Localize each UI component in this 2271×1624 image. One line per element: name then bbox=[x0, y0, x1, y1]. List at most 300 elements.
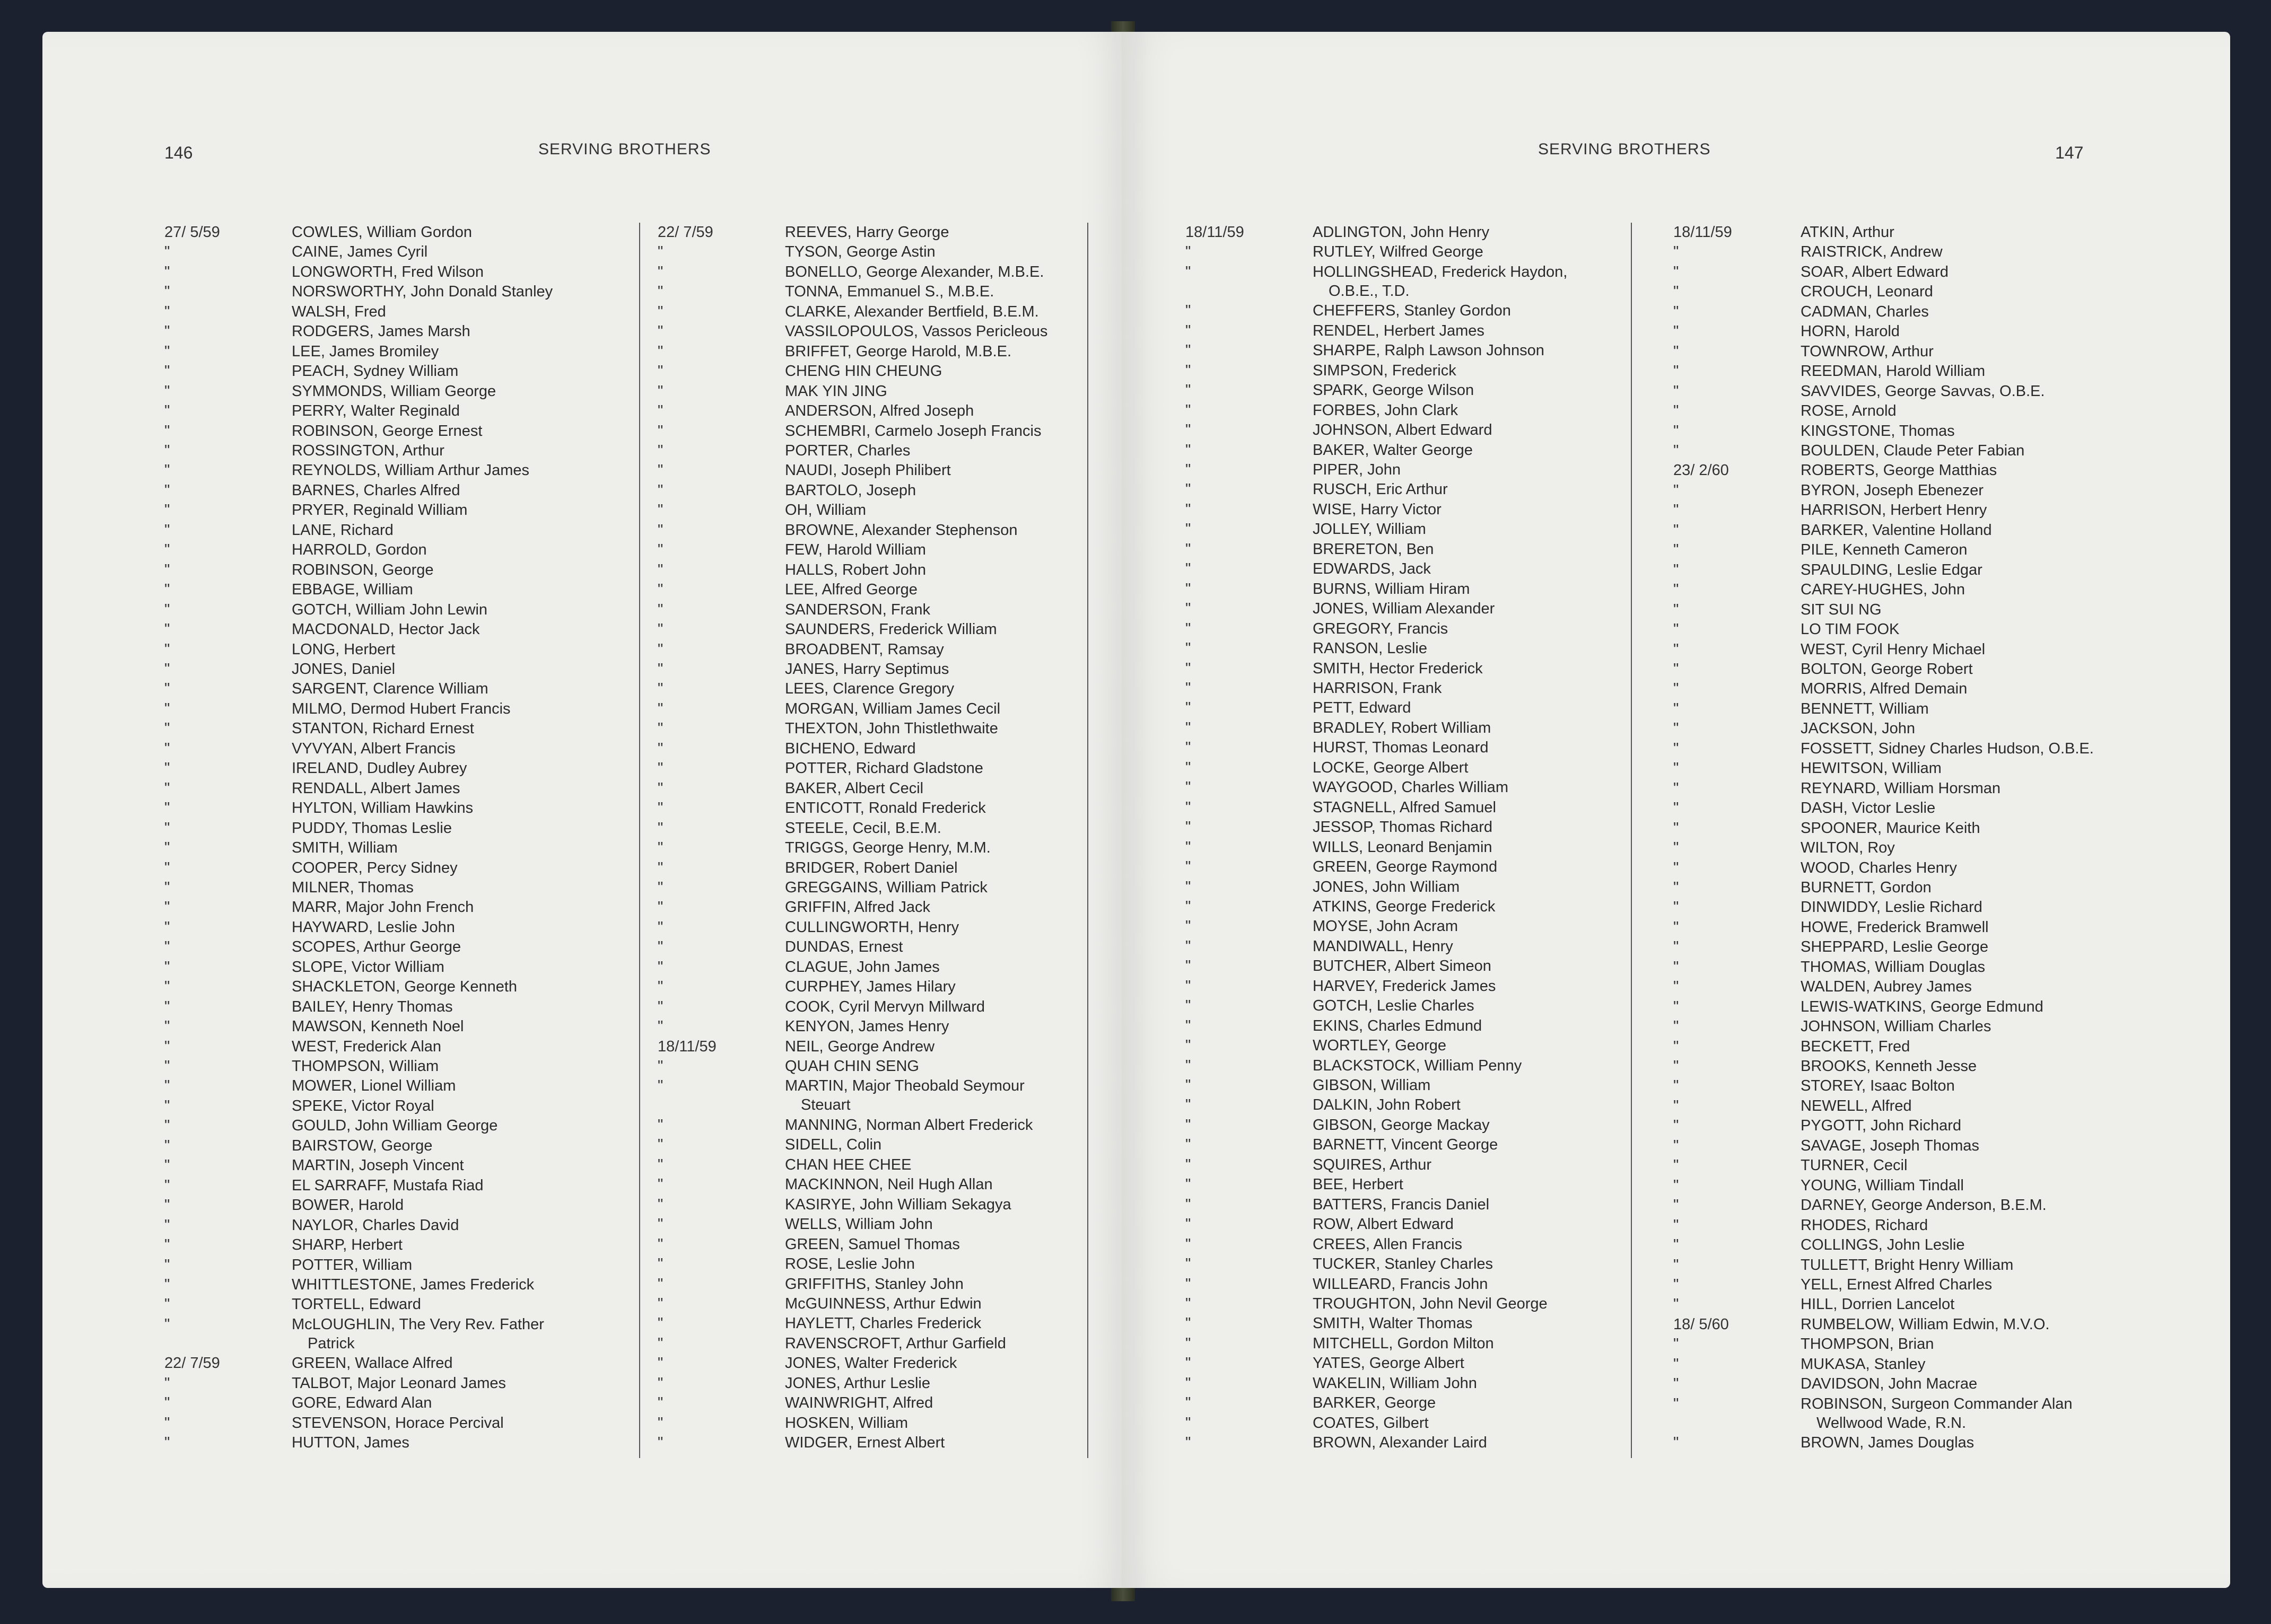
entry-date: " bbox=[1673, 1038, 1679, 1055]
list-item bbox=[1673, 560, 2225, 580]
list-item bbox=[658, 937, 1124, 956]
entry-name: BROOKS, Kenneth Jesse bbox=[1801, 1058, 1977, 1075]
list-item bbox=[658, 1393, 1124, 1412]
column-divider bbox=[1631, 223, 1632, 1458]
entry-name: BARTOLO, Joseph bbox=[785, 481, 916, 499]
list-item bbox=[164, 1414, 652, 1433]
entry-name: TRIGGS, George Henry, M.M. bbox=[785, 839, 991, 857]
list-item bbox=[1673, 540, 2225, 559]
list-item bbox=[164, 282, 652, 301]
list-item bbox=[1673, 1196, 2225, 1215]
entry-date: " bbox=[658, 760, 663, 777]
list-item bbox=[658, 838, 1124, 857]
entry-date: " bbox=[658, 779, 663, 797]
entry-date: " bbox=[1185, 1116, 1191, 1134]
list-item bbox=[164, 977, 652, 996]
list-item bbox=[1185, 1076, 1663, 1095]
list-item bbox=[1673, 1076, 2225, 1095]
entry-date: " bbox=[658, 502, 663, 519]
list-item bbox=[1673, 1037, 2225, 1056]
entry-name: MARTIN, Joseph Vincent bbox=[292, 1157, 464, 1174]
entry-date: " bbox=[1673, 581, 1679, 599]
entry-date: " bbox=[1185, 699, 1191, 717]
entry-date: " bbox=[1185, 858, 1191, 876]
entry-date: " bbox=[1185, 719, 1191, 736]
entry-date: " bbox=[1185, 1256, 1191, 1273]
entry-name: POTTER, William bbox=[292, 1256, 413, 1274]
entry-name: GOTCH, William John Lewin bbox=[292, 601, 488, 618]
page-number: 146 bbox=[164, 143, 193, 162]
list-item bbox=[164, 958, 652, 977]
entry-date: " bbox=[164, 1117, 170, 1135]
entry-name: SIT SUI NG bbox=[1801, 601, 1882, 618]
entry-name: SIDELL, Colin bbox=[785, 1136, 882, 1154]
entry-name: MAWSON, Kenneth Noel bbox=[292, 1018, 464, 1035]
entry-date: " bbox=[1673, 899, 1679, 916]
entry-date: " bbox=[1673, 859, 1679, 876]
entry-name: STEVENSON, Horace Percival bbox=[292, 1414, 504, 1432]
column-divider bbox=[639, 223, 640, 1458]
list-item bbox=[1185, 1235, 1663, 1254]
list-item bbox=[164, 521, 652, 540]
entry-name: ROBERTS, George Matthias bbox=[1801, 462, 1997, 479]
entry-name-continuation: Steuart bbox=[801, 1096, 851, 1114]
entry-date: " bbox=[1673, 1256, 1679, 1274]
entry-date: " bbox=[1673, 1137, 1679, 1154]
entry-date: " bbox=[1673, 1157, 1679, 1174]
entry-name: REYNARD, William Horsman bbox=[1801, 779, 2001, 797]
entry-name: THEXTON, John Thistlethwaite bbox=[785, 720, 998, 738]
entry-date: " bbox=[164, 442, 170, 459]
list-item bbox=[164, 937, 652, 956]
list-item bbox=[1673, 858, 2225, 877]
list-item bbox=[164, 640, 652, 659]
list-item bbox=[164, 362, 652, 381]
list-item bbox=[1185, 1095, 1663, 1114]
list-item bbox=[1185, 1374, 1663, 1393]
entry-name: RHODES, Richard bbox=[1801, 1216, 1928, 1234]
entry-date: " bbox=[1185, 1216, 1191, 1233]
list-item bbox=[1673, 1355, 2225, 1374]
list-item bbox=[658, 600, 1124, 619]
entry-date: " bbox=[1673, 1336, 1679, 1353]
entry-date: " bbox=[658, 839, 663, 857]
list-item bbox=[1673, 1156, 2225, 1175]
list-item bbox=[1185, 1314, 1663, 1333]
entry-name: STANTON, Richard Ernest bbox=[292, 720, 474, 738]
entry-name: CHEFFERS, Stanley Gordon bbox=[1313, 302, 1511, 320]
entry-date: " bbox=[1673, 541, 1679, 559]
entry-name: WHITTLESTONE, James Frederick bbox=[292, 1276, 535, 1294]
list-item bbox=[164, 1176, 652, 1195]
names-column-2 bbox=[658, 223, 1124, 1453]
entry-date: 18/ 5/60 bbox=[1673, 1315, 1729, 1333]
entry-name: TURNER, Cecil bbox=[1801, 1157, 1908, 1174]
entry-name: LOCKE, George Albert bbox=[1313, 759, 1469, 776]
entry-date: " bbox=[164, 660, 170, 678]
list-item bbox=[1185, 1195, 1663, 1214]
entry-name: CREES, Allen Francis bbox=[1313, 1235, 1463, 1253]
entry-name: BURNS, William Hiram bbox=[1313, 580, 1470, 598]
list-item bbox=[1673, 1256, 2225, 1275]
entry-date: " bbox=[1673, 1058, 1679, 1075]
entry-date: " bbox=[1673, 978, 1679, 996]
entry-name: KENYON, James Henry bbox=[785, 1018, 949, 1035]
entry-name: WORTLEY, George bbox=[1313, 1037, 1446, 1055]
entry-date: " bbox=[164, 521, 170, 539]
entry-name: SPAULDING, Leslie Edgar bbox=[1801, 561, 1982, 578]
list-item bbox=[1185, 838, 1663, 857]
list-item bbox=[164, 1136, 652, 1155]
entry-date: " bbox=[164, 779, 170, 797]
list-item bbox=[658, 1235, 1124, 1254]
entry-name: BRADLEY, Robert William bbox=[1313, 719, 1491, 736]
list-item bbox=[164, 540, 652, 559]
entry-date: " bbox=[1185, 1196, 1191, 1213]
entry-name: REEDMAN, Harold William bbox=[1801, 363, 1986, 380]
entry-date: " bbox=[1185, 243, 1191, 261]
entry-name: SPARK, George Wilson bbox=[1313, 382, 1474, 399]
list-item bbox=[1185, 937, 1663, 956]
list-item bbox=[164, 342, 652, 361]
entry-date: " bbox=[1185, 1156, 1191, 1173]
entry-name: NAYLOR, Charles David bbox=[292, 1216, 459, 1234]
entry-date: " bbox=[164, 462, 170, 479]
entry-date: " bbox=[1673, 502, 1679, 519]
list-item bbox=[658, 699, 1124, 718]
entry-date: " bbox=[164, 1315, 170, 1333]
entry-date: " bbox=[1673, 621, 1679, 638]
entry-date: " bbox=[1185, 798, 1191, 816]
entry-name: SCHEMBRI, Carmelo Joseph Francis bbox=[785, 422, 1042, 440]
list-item bbox=[1673, 1235, 2225, 1254]
list-item bbox=[1185, 897, 1663, 916]
entry-date: " bbox=[658, 958, 663, 976]
list-item bbox=[164, 898, 652, 917]
entry-date: " bbox=[164, 502, 170, 519]
entry-date: " bbox=[164, 938, 170, 956]
entry-date: " bbox=[658, 720, 663, 738]
entry-date: " bbox=[164, 1097, 170, 1114]
entry-date: " bbox=[658, 1156, 663, 1173]
list-item bbox=[164, 660, 652, 679]
list-item bbox=[658, 501, 1124, 520]
entry-name: TOWNROW, Arthur bbox=[1801, 343, 1934, 360]
entry-name: COWLES, William Gordon bbox=[292, 224, 473, 241]
entry-name: GREEN, Samuel Thomas bbox=[785, 1235, 960, 1253]
entry-date: " bbox=[164, 800, 170, 817]
list-item bbox=[1185, 262, 1663, 301]
list-item bbox=[658, 1116, 1124, 1135]
list-item bbox=[658, 898, 1124, 917]
entry-name: GIBSON, George Mackay bbox=[1313, 1116, 1490, 1134]
entry-date: " bbox=[658, 978, 663, 996]
entry-date: " bbox=[164, 700, 170, 717]
entry-name: OH, William bbox=[785, 502, 867, 519]
entry-name: POTTER, Richard Gladstone bbox=[785, 760, 983, 777]
list-item bbox=[658, 1294, 1124, 1313]
list-item bbox=[1673, 262, 2225, 282]
entry-date: " bbox=[1185, 1017, 1191, 1034]
entry-date: " bbox=[1185, 620, 1191, 637]
list-item bbox=[658, 779, 1124, 798]
entry-date: " bbox=[1185, 1037, 1191, 1055]
entry-date: " bbox=[164, 402, 170, 420]
entry-date: " bbox=[1185, 263, 1191, 280]
entry-name: HALLS, Robert John bbox=[785, 561, 926, 578]
entry-name: WALDEN, Aubrey James bbox=[1801, 978, 1972, 996]
list-item bbox=[164, 401, 652, 420]
entry-date: " bbox=[658, 879, 663, 896]
entry-name: GREGORY, Francis bbox=[1313, 620, 1448, 637]
entry-name: SMITH, William bbox=[292, 839, 398, 857]
list-item bbox=[1673, 1394, 2225, 1433]
list-item bbox=[1673, 580, 2225, 599]
list-item bbox=[1673, 918, 2225, 937]
entry-name: SAVVIDES, George Savvas, O.B.E. bbox=[1801, 382, 2045, 400]
entry-name: VASSILOPOULOS, Vassos Pericleous bbox=[785, 323, 1048, 340]
list-item bbox=[1673, 422, 2225, 441]
date-spacer bbox=[164, 1334, 292, 1353]
entry-name: HURST, Thomas Leonard bbox=[1313, 739, 1489, 757]
entry-date: " bbox=[1185, 1275, 1191, 1293]
list-item bbox=[164, 1374, 652, 1393]
entry-name: JONES, Daniel bbox=[292, 660, 396, 678]
list-item bbox=[658, 262, 1124, 282]
list-item bbox=[658, 620, 1124, 639]
list-item bbox=[1185, 1215, 1663, 1234]
entry-date: " bbox=[1185, 977, 1191, 995]
list-item bbox=[658, 560, 1124, 580]
entry-name: SARGENT, Clarence William bbox=[292, 680, 488, 698]
entry-date: " bbox=[658, 680, 663, 698]
list-item bbox=[658, 1354, 1124, 1373]
entry-name: NEIL, George Andrew bbox=[785, 1038, 935, 1055]
page-header: SERVING BROTHERS bbox=[538, 141, 711, 158]
entry-name: MOWER, Lionel William bbox=[292, 1077, 456, 1095]
entry-name: SHEPPARD, Leslie George bbox=[1801, 938, 1989, 956]
list-item bbox=[1673, 282, 2225, 301]
entry-name: SMITH, Walter Thomas bbox=[1313, 1315, 1473, 1332]
entry-date: " bbox=[164, 839, 170, 857]
entry-name: YELL, Ernest Alfred Charles bbox=[1801, 1276, 1993, 1294]
list-item bbox=[164, 719, 652, 738]
list-item bbox=[1673, 838, 2225, 857]
list-item bbox=[164, 382, 652, 401]
list-item bbox=[658, 422, 1124, 441]
entry-date: " bbox=[1673, 343, 1679, 360]
entry-date: " bbox=[1673, 640, 1679, 658]
entry-name: PILE, Kenneth Cameron bbox=[1801, 541, 1968, 559]
entry-name: THOMPSON, William bbox=[292, 1058, 439, 1075]
list-item bbox=[164, 441, 652, 460]
list-item bbox=[1673, 521, 2225, 540]
list-item bbox=[164, 1256, 652, 1275]
entry-date: " bbox=[1185, 1355, 1191, 1372]
entry-date: " bbox=[164, 1077, 170, 1095]
entry-name: PUDDY, Thomas Leslie bbox=[292, 819, 452, 837]
list-item bbox=[1185, 1414, 1663, 1433]
list-item bbox=[658, 1037, 1124, 1056]
entry-date: " bbox=[1673, 680, 1679, 698]
entry-date: " bbox=[164, 1137, 170, 1154]
entry-name: TALBOT, Major Leonard James bbox=[292, 1374, 506, 1392]
list-item bbox=[658, 1215, 1124, 1234]
entry-date: " bbox=[164, 740, 170, 757]
list-item bbox=[164, 1017, 652, 1036]
entry-date: " bbox=[658, 1136, 663, 1154]
list-item bbox=[658, 1433, 1124, 1452]
entry-date: " bbox=[164, 621, 170, 638]
list-item bbox=[1185, 758, 1663, 777]
list-item bbox=[658, 977, 1124, 996]
entry-name: McGUINNESS, Arthur Edwin bbox=[785, 1295, 982, 1313]
entry-name: KASIRYE, John William Sekagya bbox=[785, 1196, 1011, 1213]
list-item bbox=[164, 302, 652, 321]
list-item bbox=[1185, 401, 1663, 420]
entry-date: " bbox=[164, 243, 170, 261]
entry-name: GOULD, John William George bbox=[292, 1117, 498, 1135]
entry-date: " bbox=[658, 1176, 663, 1193]
entry-name: REEVES, Harry George bbox=[785, 224, 949, 241]
entry-date: " bbox=[164, 1414, 170, 1432]
list-item bbox=[1673, 819, 2225, 838]
list-item bbox=[1673, 1096, 2225, 1116]
list-item bbox=[1673, 223, 2225, 242]
list-item bbox=[1673, 779, 2225, 798]
entry-name: MACDONALD, Hector Jack bbox=[292, 621, 480, 638]
list-item bbox=[1185, 977, 1663, 996]
list-item bbox=[658, 739, 1124, 758]
list-item bbox=[164, 1196, 652, 1215]
date-spacer bbox=[1185, 282, 1313, 301]
entry-name: PEACH, Sydney William bbox=[292, 363, 459, 380]
list-item bbox=[164, 1057, 652, 1076]
entry-date: " bbox=[658, 402, 663, 420]
list-item bbox=[1185, 301, 1663, 320]
list-item bbox=[658, 322, 1124, 341]
entry-name: BATTERS, Francis Daniel bbox=[1313, 1196, 1490, 1213]
list-item bbox=[1185, 778, 1663, 797]
list-item bbox=[1185, 857, 1663, 876]
list-item bbox=[164, 322, 652, 341]
entry-date: " bbox=[1185, 521, 1191, 538]
entry-date: " bbox=[164, 1256, 170, 1274]
entry-date: " bbox=[1185, 759, 1191, 776]
list-item bbox=[164, 699, 652, 718]
entry-name: RODGERS, James Marsh bbox=[292, 323, 470, 340]
entry-date: " bbox=[1185, 1176, 1191, 1193]
entry-date: " bbox=[1673, 918, 1679, 936]
list-item bbox=[164, 819, 652, 838]
list-item bbox=[1185, 877, 1663, 897]
entry-name: RENDEL, Herbert James bbox=[1313, 322, 1484, 339]
list-item bbox=[658, 362, 1124, 381]
entry-date: " bbox=[658, 899, 663, 916]
entry-name: BARKER, Valentine Holland bbox=[1801, 521, 1992, 539]
entry-date: " bbox=[658, 382, 663, 400]
entry-date: " bbox=[164, 1276, 170, 1294]
list-item bbox=[164, 1216, 652, 1235]
entry-name: HORN, Harold bbox=[1801, 323, 1900, 340]
entry-name: TYSON, George Astin bbox=[785, 243, 936, 261]
entry-name: PERRY, Walter Reginald bbox=[292, 402, 460, 420]
entry-name: GRIFFITHS, Stanley John bbox=[785, 1275, 964, 1293]
entry-date: " bbox=[658, 1018, 663, 1035]
entry-date: " bbox=[1673, 1097, 1679, 1114]
list-item bbox=[1673, 699, 2225, 718]
entry-date: " bbox=[1673, 263, 1679, 280]
entry-name: BAKER, Albert Cecil bbox=[785, 779, 924, 797]
list-item bbox=[658, 1057, 1124, 1076]
entry-date: " bbox=[658, 1434, 663, 1452]
list-item bbox=[164, 739, 652, 758]
entry-name: SPEKE, Victor Royal bbox=[292, 1097, 434, 1114]
entry-date: " bbox=[164, 680, 170, 698]
entry-date: " bbox=[1673, 1395, 1679, 1412]
entry-name: SQUIRES, Arthur bbox=[1313, 1156, 1432, 1173]
entry-name: MORRIS, Alfred Demain bbox=[1801, 680, 1968, 698]
entry-date: " bbox=[658, 541, 663, 559]
entry-name: ROBINSON, George bbox=[292, 561, 434, 578]
entry-date: " bbox=[1673, 283, 1679, 301]
list-item bbox=[658, 382, 1124, 401]
entry-date: " bbox=[1673, 1197, 1679, 1214]
entry-date: " bbox=[658, 1394, 663, 1412]
entry-name: SIMPSON, Frederick bbox=[1313, 362, 1456, 379]
entry-date: 22/ 7/59 bbox=[164, 1355, 220, 1372]
entry-name: DAVIDSON, John Macrae bbox=[1801, 1375, 1978, 1393]
list-item bbox=[658, 401, 1124, 420]
list-item bbox=[164, 878, 652, 897]
entry-date: " bbox=[658, 1295, 663, 1313]
list-item bbox=[1185, 223, 1663, 242]
list-item bbox=[164, 918, 652, 937]
list-item bbox=[658, 1135, 1124, 1154]
list-item bbox=[1185, 1433, 1663, 1452]
entry-date: " bbox=[1673, 819, 1679, 837]
entry-name: BRIDGER, Robert Daniel bbox=[785, 859, 958, 876]
entry-date: " bbox=[1185, 441, 1191, 459]
entry-name: EKINS, Charles Edmund bbox=[1313, 1017, 1482, 1034]
list-item bbox=[1673, 322, 2225, 341]
entry-date: " bbox=[658, 819, 663, 837]
entry-date: " bbox=[1673, 1434, 1679, 1452]
list-item bbox=[658, 1374, 1124, 1393]
entry-date: " bbox=[1185, 779, 1191, 796]
list-item bbox=[164, 461, 652, 480]
entry-name: SAVAGE, Joseph Thomas bbox=[1801, 1137, 1979, 1154]
list-item bbox=[1673, 958, 2225, 977]
entry-name: GREEN, George Raymond bbox=[1313, 858, 1498, 876]
list-item bbox=[658, 1314, 1124, 1333]
list-item bbox=[1185, 1016, 1663, 1035]
list-item bbox=[1673, 620, 2225, 639]
list-item bbox=[164, 858, 652, 877]
entry-date: " bbox=[658, 700, 663, 717]
entry-name: PIPER, John bbox=[1313, 461, 1401, 478]
list-item bbox=[1673, 1315, 2225, 1334]
entry-name: NORSWORTHY, John Donald Stanley bbox=[292, 283, 553, 301]
entry-date: " bbox=[1673, 1077, 1679, 1095]
entry-name: WILTON, Roy bbox=[1801, 839, 1895, 857]
list-item bbox=[164, 759, 652, 778]
list-item bbox=[1673, 798, 2225, 818]
entry-date: 18/11/59 bbox=[1185, 224, 1244, 241]
entry-name: JONES, William Alexander bbox=[1313, 600, 1495, 618]
entry-date: " bbox=[658, 263, 663, 280]
entry-name: MARR, Major John French bbox=[292, 899, 474, 916]
